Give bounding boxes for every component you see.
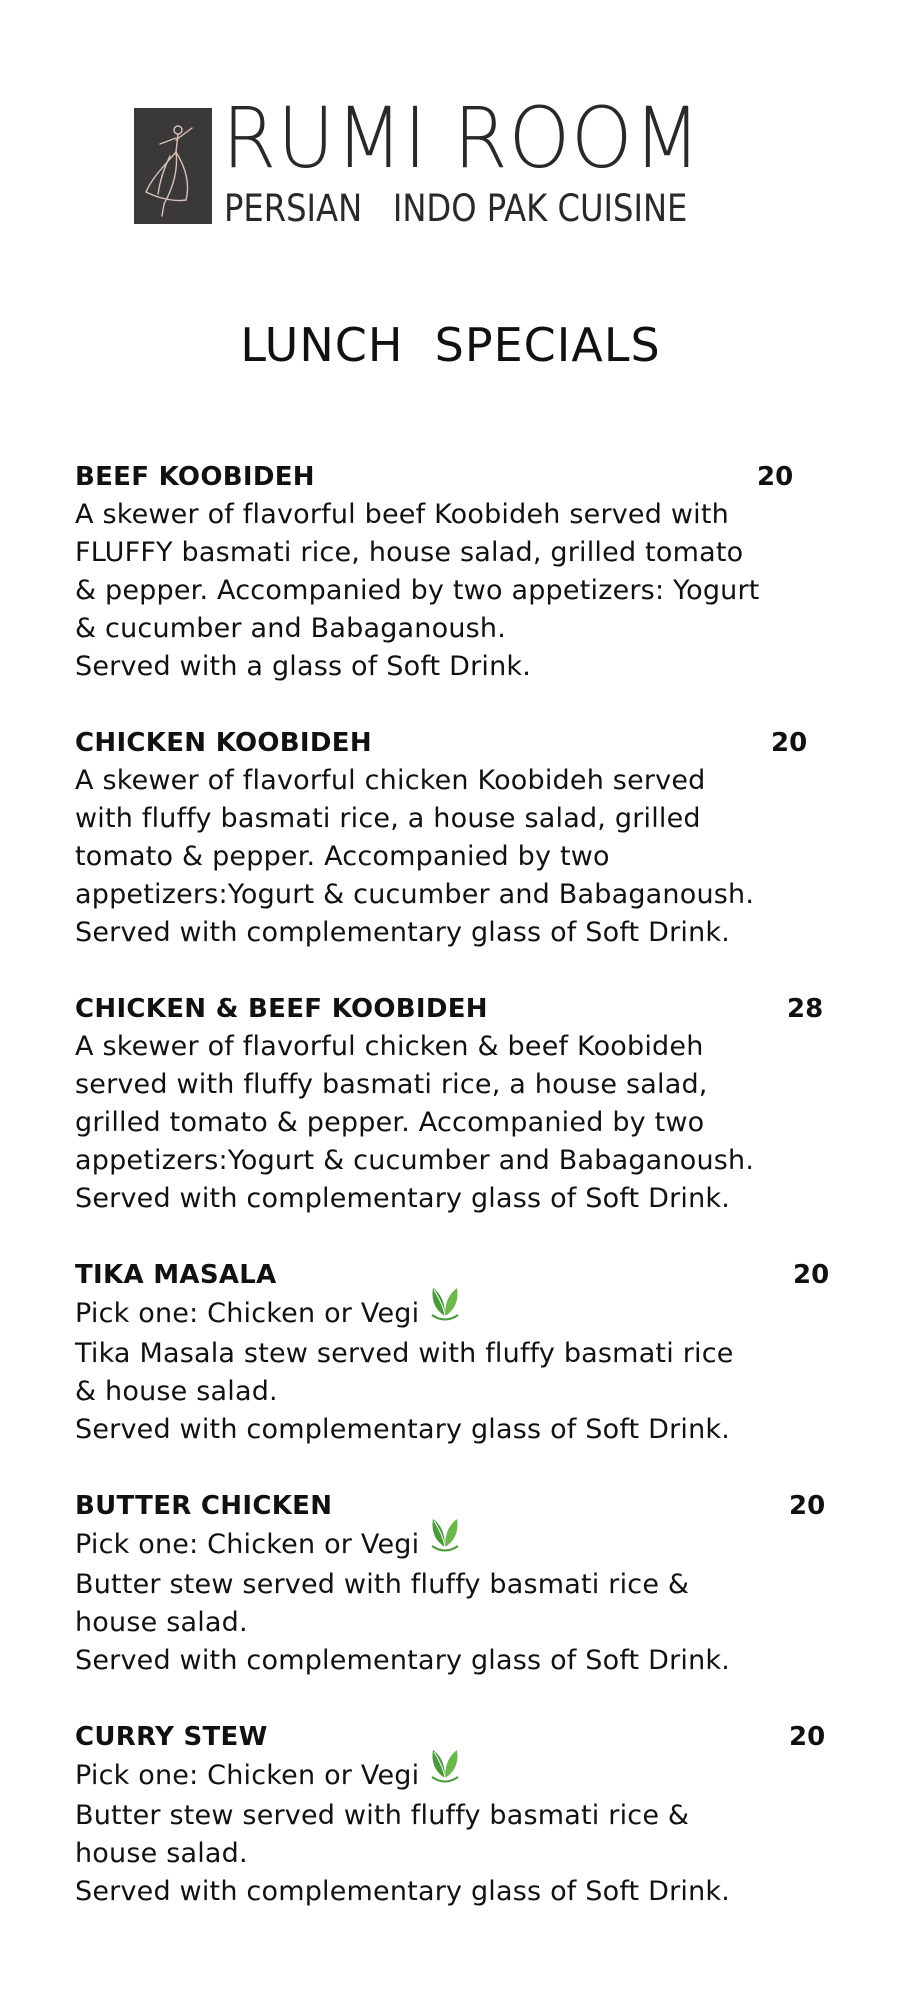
whirling-dervish-icon [134,108,212,224]
item-choice: Pick one: Chicken or Vegi [75,1529,420,1560]
item-description-line: served with fluffy basmati rice, a house salad, [75,1069,708,1100]
item-description-line: Tika Masala stew served with fluffy basmati rice [75,1338,734,1369]
item-description-line: appetizers:Yogurt & cucumber and Babaganoush. [75,879,755,910]
item-name: CHICKEN & BEEF KOOBIDEH [75,994,488,1024]
restaurant-header [134,89,764,230]
item-name: TIKA MASALA [75,1260,277,1290]
item-description-line: with fluffy basmati rice, a house salad, grilled [75,803,701,834]
item-description-line: Served with complementary glass of Soft Drink. [75,1414,731,1445]
item-choice-line [75,1294,845,1335]
item-description-line: Served with complementary glass of Soft Drink. [75,1876,731,1907]
item-description-line: A skewer of flavorful chicken & beef Koobideh [75,1031,704,1062]
item-description-line: & cucumber and Babaganoush. [75,613,507,644]
item-price: 20 [793,1260,830,1290]
item-description-line: A skewer of flavorful chicken Koobideh served [75,765,706,796]
item-description-line: house salad. [75,1607,248,1638]
item-description-line: Served with a glass of Soft Drink. [75,651,532,682]
item-description-line: Served with complementary glass of Soft Drink. [75,1645,731,1676]
item-description-line: Butter stew served with fluffy basmati rice & [75,1800,690,1831]
item-description-line: Served with complementary glass of Soft Drink. [75,917,731,948]
item-description-line: house salad. [75,1838,248,1869]
item-price: 20 [789,1722,826,1752]
item-price: 28 [787,994,824,1024]
menu-item [75,990,845,1218]
menu-item [75,458,845,686]
restaurant-tagline: PERSIAN INDO PAK CUISINE [224,187,688,230]
item-price: 20 [771,728,808,758]
item-name: CHICKEN KOOBIDEH [75,728,372,758]
item-name: BEEF KOOBIDEH [75,462,315,492]
restaurant-name: RUMI ROOM [222,89,702,187]
item-name: BUTTER CHICKEN [75,1491,333,1521]
item-choice: Pick one: Chicken or Vegi [75,1298,420,1329]
menu-item [75,1718,845,1911]
item-price: 20 [757,462,794,492]
page-title: LUNCH SPECIALS [240,318,661,372]
item-description-line: FLUFFY basmati rice, house salad, grilled tomato [75,537,744,568]
item-description-line: A skewer of flavorful beef Koobideh served with [75,499,729,530]
item-choice-line [75,1525,845,1566]
item-description-line: Butter stew served with fluffy basmati rice & [75,1569,690,1600]
item-description-line: & house salad. [75,1376,278,1407]
menu-item [75,724,845,952]
item-description-line: Served with complementary glass of Soft Drink. [75,1183,731,1214]
item-choice: Pick one: Chicken or Vegi [75,1760,420,1791]
menu-item [75,1487,845,1680]
menu-item [75,1256,845,1449]
menu-list [75,458,845,1949]
item-choice-line [75,1756,845,1797]
item-description-line: grilled tomato & pepper. Accompanied by two [75,1107,705,1138]
item-price: 20 [789,1491,826,1521]
item-name: CURRY STEW [75,1722,268,1752]
item-description-line: appetizers:Yogurt & cucumber and Babaganoush. [75,1145,755,1176]
item-description-line: tomato & pepper. Accompanied by two [75,841,610,872]
item-description-line: & pepper. Accompanied by two appetizers: Yogurt [75,575,760,606]
